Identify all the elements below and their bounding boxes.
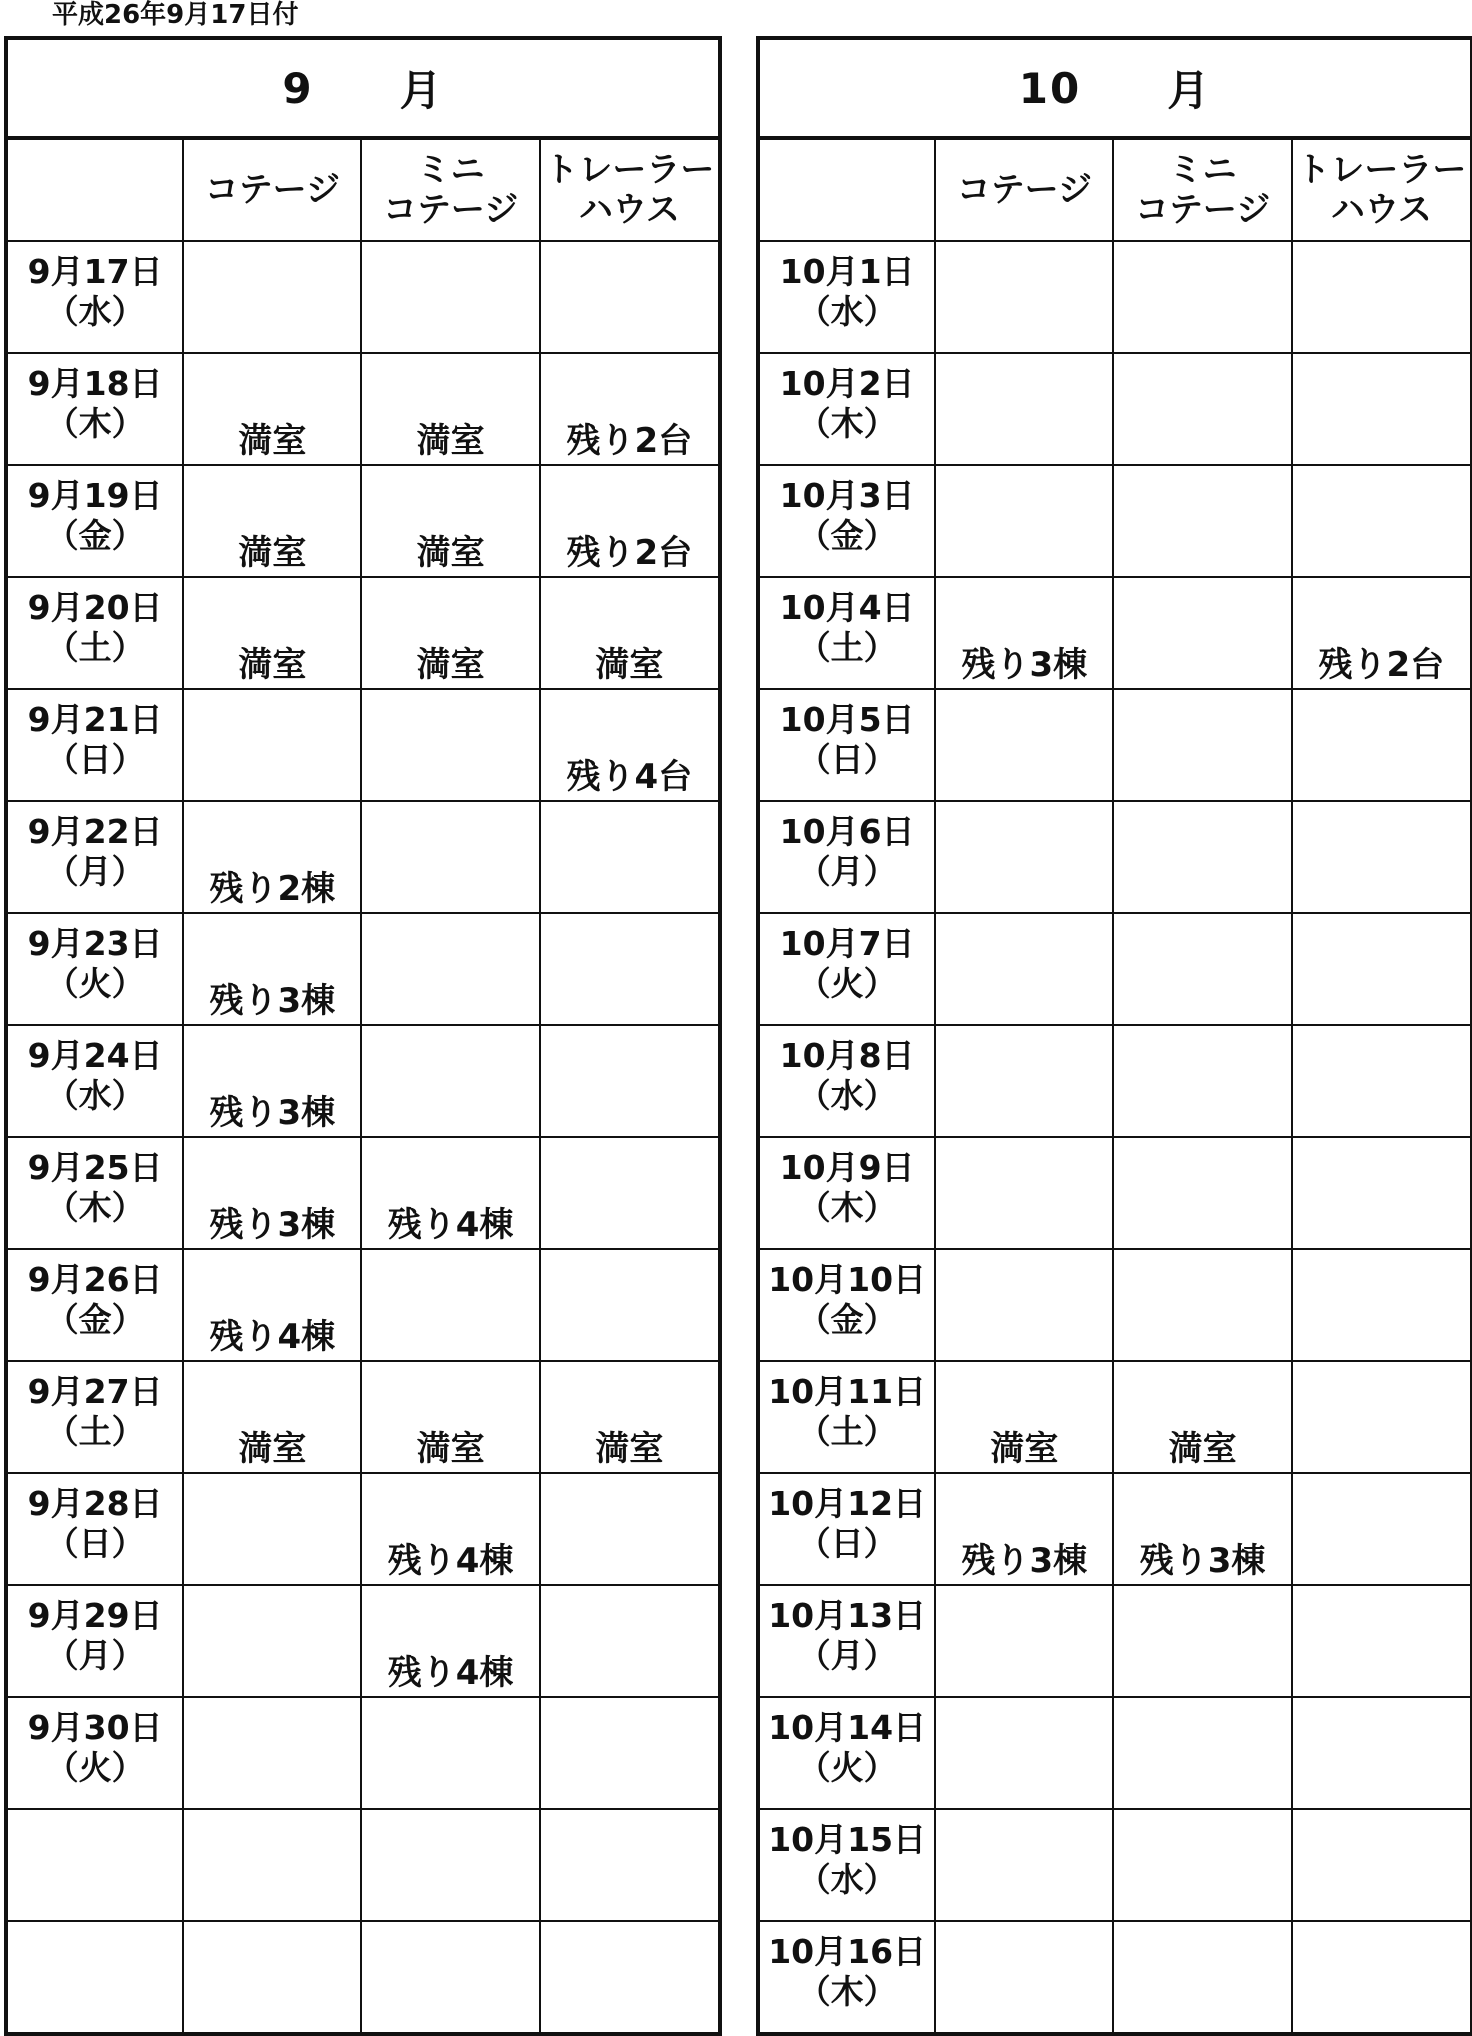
september-title: [8, 40, 718, 140]
mini-cottage-status: [1113, 1809, 1291, 1921]
mini-cottage-status: 満室: [361, 577, 539, 689]
table-row: [760, 241, 1470, 353]
table-row: [8, 1809, 718, 1921]
date-label: 10月11日: [768, 1372, 927, 1411]
cottage-status: [935, 801, 1113, 913]
cottage-status: 満室: [935, 1361, 1113, 1473]
table-row: [760, 577, 1470, 689]
trailer-house-status: [540, 1473, 718, 1585]
date-cell: [8, 577, 183, 689]
table-row: [8, 1697, 718, 1809]
mini-cottage-status: [1113, 913, 1291, 1025]
weekday-label: （土）: [797, 1412, 897, 1451]
weekday-label: （水）: [45, 292, 145, 331]
date-cell: [8, 1361, 183, 1473]
trailer-house-status: [540, 801, 718, 913]
weekday-label: （月）: [45, 1636, 145, 1675]
date-label: 10月15日: [768, 1820, 927, 1859]
trailer-house-status: [1292, 689, 1470, 801]
mini-cottage-status: [361, 1697, 539, 1809]
cottage-status: [935, 241, 1113, 353]
trailer-house-status: [540, 1137, 718, 1249]
trailer-house-status: [540, 1249, 718, 1361]
mini-cottage-status: 残り4棟: [361, 1473, 539, 1585]
weekday-label: （木）: [797, 1972, 897, 2011]
date-label: 10月12日: [768, 1484, 927, 1523]
table-row: [8, 801, 718, 913]
trailer-house-status: [1292, 1473, 1470, 1585]
month-number: 9: [282, 63, 314, 113]
mini-cottage-status: [1113, 801, 1291, 913]
table-row: [760, 353, 1470, 465]
trailer-house-status: [1292, 1809, 1470, 1921]
trailer-house-status: 残り2台: [540, 465, 718, 577]
trailer-house-status: [540, 1025, 718, 1137]
date-label: 9月26日: [27, 1260, 163, 1299]
date-cell: [760, 1585, 935, 1697]
table-row: [760, 1361, 1470, 1473]
date-cell: [760, 577, 935, 689]
mini-cottage-status: [1113, 689, 1291, 801]
weekday-label: （火）: [45, 1748, 145, 1787]
mini-cottage-status: 満室: [361, 353, 539, 465]
date-cell: [760, 801, 935, 913]
mini-cottage-status: [361, 1921, 539, 2032]
date-cell: [760, 1361, 935, 1473]
cottage-status: [935, 353, 1113, 465]
weekday-label: （日）: [45, 1524, 145, 1563]
date-label: 10月14日: [768, 1708, 927, 1747]
date-label: 9月18日: [27, 364, 163, 403]
weekday-label: （金）: [45, 1300, 145, 1339]
mini-cottage-status: [361, 1809, 539, 1921]
weekday-label: （土）: [45, 628, 145, 667]
cottage-status: [935, 1137, 1113, 1249]
weekday-label: （水）: [45, 1076, 145, 1115]
mini-cottage-status: 満室: [361, 465, 539, 577]
date-label: 10月2日: [779, 364, 915, 403]
weekday-label: （水）: [797, 1076, 897, 1115]
cottage-status: [935, 1585, 1113, 1697]
trailer-house-status: [1292, 465, 1470, 577]
date-cell: [8, 1809, 183, 1921]
mini-cottage-status: [361, 689, 539, 801]
mini-cottage-status: [361, 913, 539, 1025]
weekday-label: （木）: [45, 1188, 145, 1227]
date-cell: [760, 1249, 935, 1361]
trailer-house-status: [1292, 1585, 1470, 1697]
cottage-status: 満室: [183, 577, 361, 689]
month-number: 10: [1018, 63, 1082, 113]
cottage-status: 満室: [183, 353, 361, 465]
cottage-status: 残り3棟: [183, 1137, 361, 1249]
mini-cottage-status: [1113, 577, 1291, 689]
mini-cottage-status: 残り4棟: [361, 1137, 539, 1249]
cottage-status: 残り4棟: [183, 1249, 361, 1361]
date-cell: [760, 353, 935, 465]
header-trailer-house: トレーラー ハウス: [1292, 140, 1470, 241]
table-row: [760, 1809, 1470, 1921]
date-cell: [8, 1137, 183, 1249]
table-row: [8, 465, 718, 577]
mini-cottage-status: [1113, 1697, 1291, 1809]
date-label: 10月16日: [768, 1932, 927, 1971]
october-panel: [756, 36, 1472, 2036]
mini-cottage-status: [1113, 1137, 1291, 1249]
table-row: [8, 1137, 718, 1249]
date-label: 10月4日: [779, 588, 915, 627]
table-row: [760, 1025, 1470, 1137]
mini-cottage-status: [1113, 1025, 1291, 1137]
date-label: 9月25日: [27, 1148, 163, 1187]
table-row: [760, 1697, 1470, 1809]
weekday-label: （火）: [797, 1748, 897, 1787]
header-row: [760, 140, 1470, 241]
mini-cottage-status: [361, 241, 539, 353]
date-cell: [760, 1809, 935, 1921]
header-mini-cottage: ミニ コテージ: [1113, 140, 1291, 241]
trailer-house-status: [540, 241, 718, 353]
weekday-label: （土）: [45, 1412, 145, 1451]
trailer-house-status: [1292, 353, 1470, 465]
table-row: [8, 1249, 718, 1361]
table-row: [8, 241, 718, 353]
date-cell: [760, 241, 935, 353]
table-row: [760, 913, 1470, 1025]
mini-cottage-status: [361, 1249, 539, 1361]
date-cell: [8, 1585, 183, 1697]
trailer-house-status: [1292, 1921, 1470, 2032]
cottage-status: [183, 1921, 361, 2032]
trailer-house-status: [540, 913, 718, 1025]
date-label: 9月24日: [27, 1036, 163, 1075]
header-cottage: コテージ: [183, 140, 361, 241]
trailer-house-status: [1292, 241, 1470, 353]
cottage-status: 残り3棟: [183, 913, 361, 1025]
header-row: [8, 140, 718, 241]
date-label: 10月5日: [779, 700, 915, 739]
cottage-status: 残り3棟: [935, 577, 1113, 689]
table-row: [760, 689, 1470, 801]
date-label: 10月1日: [779, 252, 915, 291]
october-title: [760, 40, 1470, 140]
trailer-house-status: [1292, 1249, 1470, 1361]
table-row: [760, 1473, 1470, 1585]
table-row: [8, 1473, 718, 1585]
cottage-status: [935, 1249, 1113, 1361]
trailer-house-status: 残り4台: [540, 689, 718, 801]
mini-cottage-status: [1113, 353, 1291, 465]
cottage-status: [183, 241, 361, 353]
cottage-status: [183, 1585, 361, 1697]
date-cell: [760, 1025, 935, 1137]
mini-cottage-status: 満室: [1113, 1361, 1291, 1473]
trailer-house-status: 満室: [540, 577, 718, 689]
weekday-label: （木）: [45, 404, 145, 443]
table-row: [8, 913, 718, 1025]
header-date: [760, 140, 935, 241]
weekday-label: （月）: [45, 852, 145, 891]
date-cell: [8, 689, 183, 801]
weekday-label: （木）: [797, 1188, 897, 1227]
weekday-label: （火）: [797, 964, 897, 1003]
date-label: 10月7日: [779, 924, 915, 963]
date-cell: [8, 1025, 183, 1137]
mini-cottage-status: [1113, 1585, 1291, 1697]
weekday-label: （日）: [797, 1524, 897, 1563]
trailer-house-status: [1292, 1361, 1470, 1473]
mini-cottage-status: 残り3棟: [1113, 1473, 1291, 1585]
date-cell: [8, 241, 183, 353]
september-availability-table: [8, 140, 718, 2032]
trailer-house-status: [1292, 1697, 1470, 1809]
trailer-house-status: 満室: [540, 1361, 718, 1473]
cottage-status: [183, 1809, 361, 1921]
date-label: 10月13日: [768, 1596, 927, 1635]
weekday-label: （金）: [797, 516, 897, 555]
trailer-house-status: 残り2台: [1292, 577, 1470, 689]
weekday-label: （日）: [797, 740, 897, 779]
month-label: 月: [1167, 66, 1212, 115]
issue-date: 平成26年9月17日付: [52, 0, 299, 30]
table-row: [760, 1921, 1470, 2032]
table-row: [760, 1137, 1470, 1249]
header-cottage: コテージ: [935, 140, 1113, 241]
weekday-label: （火）: [45, 964, 145, 1003]
weekday-label: （木）: [797, 404, 897, 443]
table-row: [760, 801, 1470, 913]
mini-cottage-status: 残り4棟: [361, 1585, 539, 1697]
mini-cottage-status: 満室: [361, 1361, 539, 1473]
month-label: 月: [399, 66, 444, 115]
table-row: [760, 1585, 1470, 1697]
date-label: 10月8日: [779, 1036, 915, 1075]
cottage-status: [935, 913, 1113, 1025]
date-label: 9月30日: [27, 1708, 163, 1747]
date-label: 10月6日: [779, 812, 915, 851]
trailer-house-status: [540, 1809, 718, 1921]
table-row: [8, 689, 718, 801]
date-cell: [8, 353, 183, 465]
cottage-status: [935, 1809, 1113, 1921]
date-label: 9月17日: [27, 252, 163, 291]
date-cell: [8, 1697, 183, 1809]
date-label: 9月20日: [27, 588, 163, 627]
cottage-status: [935, 1697, 1113, 1809]
date-label: 9月21日: [27, 700, 163, 739]
date-cell: [760, 465, 935, 577]
cottage-status: 満室: [183, 1361, 361, 1473]
cottage-status: [183, 1697, 361, 1809]
cottage-status: 残り3棟: [935, 1473, 1113, 1585]
date-label: 10月10日: [768, 1260, 927, 1299]
mini-cottage-status: [361, 801, 539, 913]
mini-cottage-status: [361, 1025, 539, 1137]
date-cell: [760, 1697, 935, 1809]
trailer-house-status: [1292, 801, 1470, 913]
table-row: [760, 1249, 1470, 1361]
date-cell: [760, 1473, 935, 1585]
date-label: 10月3日: [779, 476, 915, 515]
cottage-status: [935, 1025, 1113, 1137]
date-label: 9月22日: [27, 812, 163, 851]
weekday-label: （水）: [797, 1860, 897, 1899]
trailer-house-status: [1292, 913, 1470, 1025]
table-row: [8, 1025, 718, 1137]
date-label: 10月9日: [779, 1148, 915, 1187]
trailer-house-status: [1292, 1025, 1470, 1137]
date-cell: [8, 801, 183, 913]
date-label: 9月27日: [27, 1372, 163, 1411]
cottage-status: [935, 465, 1113, 577]
cottage-status: [935, 1921, 1113, 2032]
date-label: 9月19日: [27, 476, 163, 515]
date-cell: [8, 913, 183, 1025]
mini-cottage-status: [1113, 241, 1291, 353]
trailer-house-status: [540, 1921, 718, 2032]
cottage-status: [935, 689, 1113, 801]
date-cell: [8, 465, 183, 577]
september-rows: [8, 241, 718, 2032]
header-trailer-house: トレーラー ハウス: [540, 140, 718, 241]
weekday-label: （月）: [797, 852, 897, 891]
cottage-status: 残り2棟: [183, 801, 361, 913]
date-label: 9月23日: [27, 924, 163, 963]
mini-cottage-status: [1113, 1921, 1291, 2032]
date-cell: [8, 1249, 183, 1361]
date-label: 9月29日: [27, 1596, 163, 1635]
table-row: [8, 1361, 718, 1473]
date-cell: [760, 913, 935, 1025]
september-panel: [4, 36, 722, 2036]
october-availability-table: [760, 140, 1470, 2032]
table-row: [760, 465, 1470, 577]
header-date: [8, 140, 183, 241]
mini-cottage-status: [1113, 465, 1291, 577]
weekday-label: （金）: [45, 516, 145, 555]
date-cell: [760, 1137, 935, 1249]
trailer-house-status: 残り2台: [540, 353, 718, 465]
header-mini-cottage: ミニ コテージ: [361, 140, 539, 241]
cottage-status: [183, 689, 361, 801]
weekday-label: （金）: [797, 1300, 897, 1339]
date-cell: [760, 1921, 935, 2032]
weekday-label: （土）: [797, 628, 897, 667]
date-cell: [8, 1921, 183, 2032]
cottage-status: [183, 1473, 361, 1585]
cottage-status: 残り3棟: [183, 1025, 361, 1137]
trailer-house-status: [540, 1697, 718, 1809]
date-label: 9月28日: [27, 1484, 163, 1523]
date-cell: [8, 1473, 183, 1585]
mini-cottage-status: [1113, 1249, 1291, 1361]
date-cell: [760, 689, 935, 801]
trailer-house-status: [540, 1585, 718, 1697]
trailer-house-status: [1292, 1137, 1470, 1249]
table-row: [8, 353, 718, 465]
october-rows: [760, 241, 1470, 2032]
weekday-label: （水）: [797, 292, 897, 331]
table-row: [8, 577, 718, 689]
cottage-status: 満室: [183, 465, 361, 577]
weekday-label: （日）: [45, 740, 145, 779]
weekday-label: （月）: [797, 1636, 897, 1675]
table-row: [8, 1921, 718, 2032]
table-row: [8, 1585, 718, 1697]
